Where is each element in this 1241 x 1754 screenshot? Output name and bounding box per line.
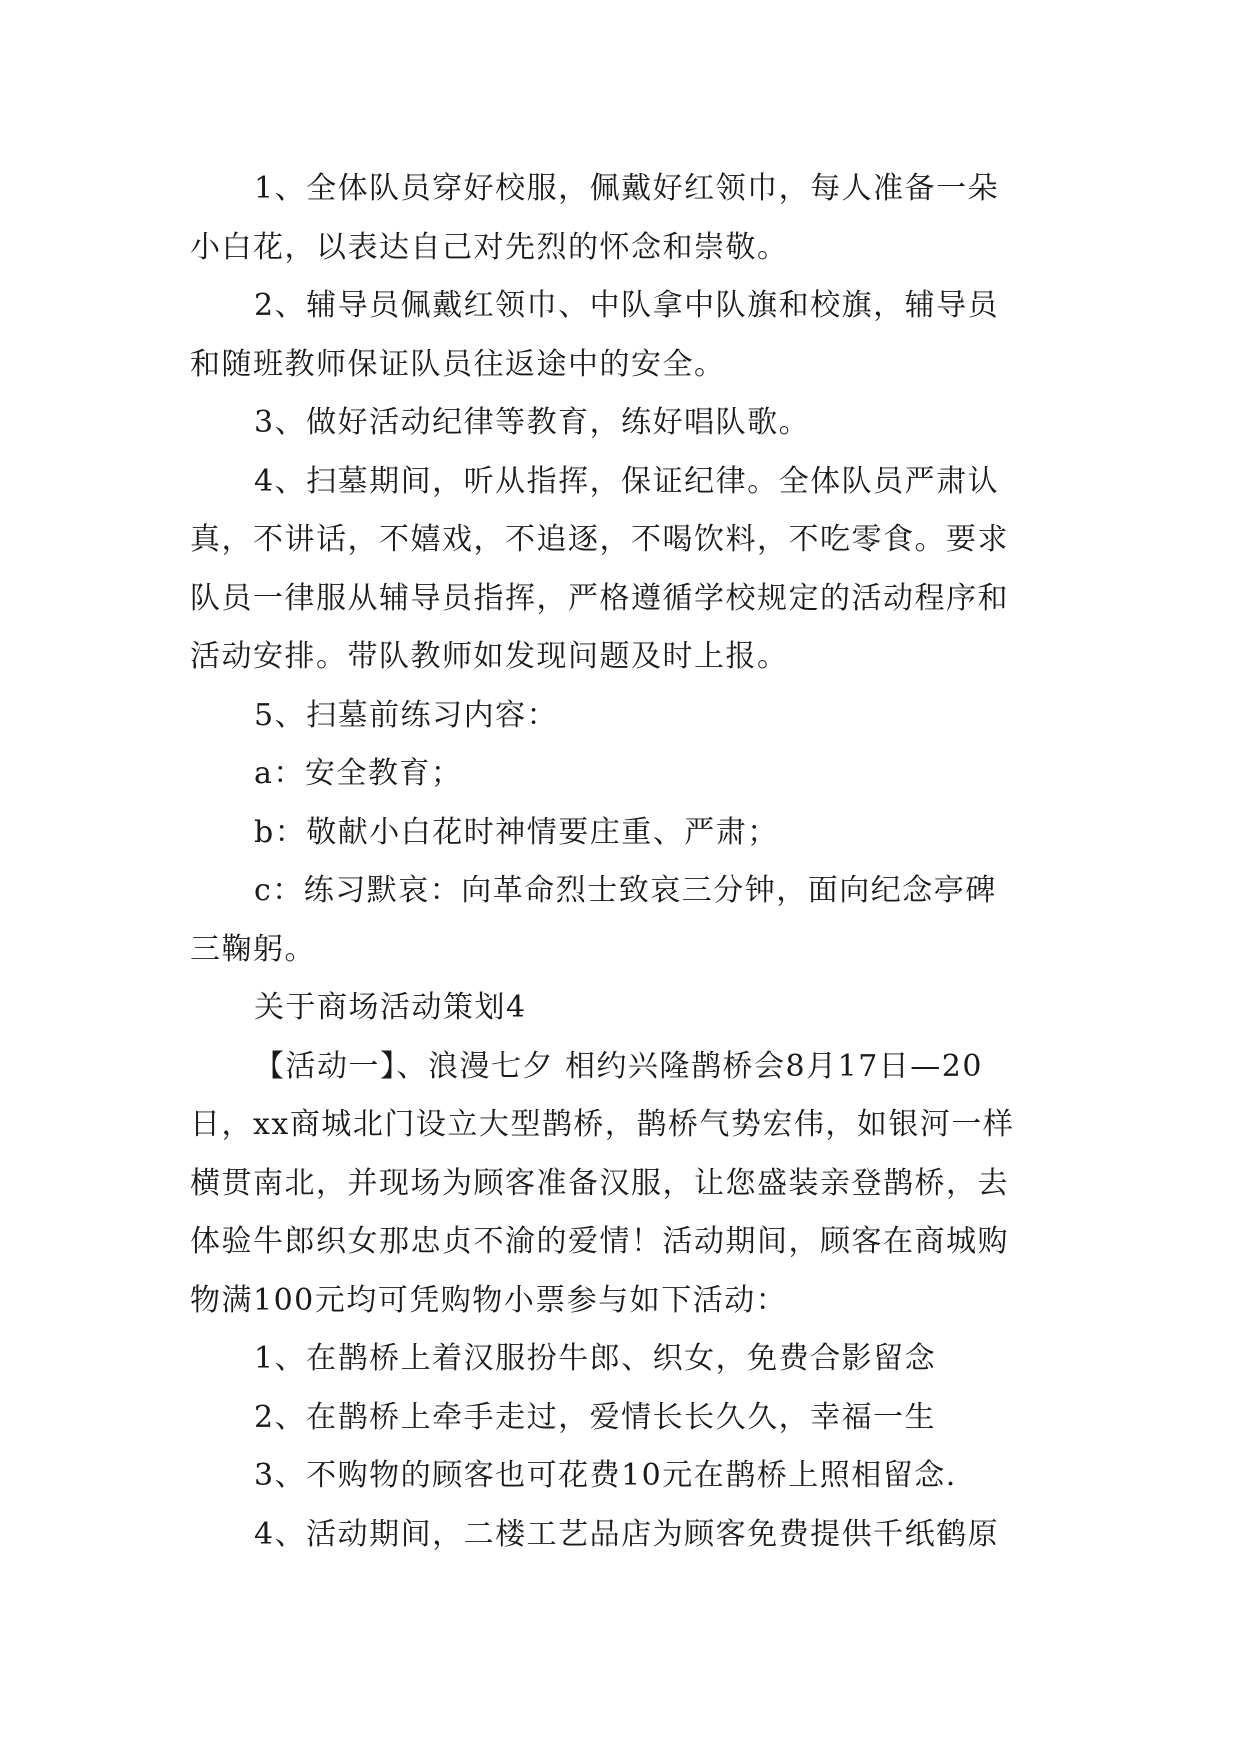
text-line: 和随班教师保证队员往返途中的安全。 [190,346,726,382]
text-line: 4、活动期间，二楼工艺品店为顾客免费提供千纸鹤原 [254,1516,1000,1552]
paragraph-prep-2 [190,277,1060,394]
paragraph-prep-3 [190,394,1060,453]
document-body [190,160,1060,1564]
text-line: 三鞠躬。 [190,931,316,967]
text-line: 【活动一】、浪漫七夕 相约兴隆鹊桥会8月17日—20 [254,1048,983,1084]
paragraph-item-c [190,862,1060,979]
text-line: 3、不购物的顾客也可花费10元在鹊桥上照相留念. [254,1458,957,1493]
text-line: 2、辅导员佩戴红领巾、中队拿中队旗和校旗，辅导员 [254,288,1000,323]
paragraph-item-b [190,804,1060,863]
paragraph-activity-item-2 [190,1389,1060,1448]
paragraph-activity-item-4 [190,1506,1060,1565]
text-line: 横贯南北，并现场为顾客准备汉服，让您盛装亲登鹊桥，去 [190,1165,1009,1201]
text-line: 3、做好活动纪律等教育，练好唱队歌。 [254,405,811,440]
paragraph-prep-1 [190,160,1060,277]
text-line: 队员一律服从辅导员指挥，严格遵循学校规定的活动程序和 [190,580,1009,616]
paragraph-activity-1 [190,1038,1060,1331]
text-line: 日，xx商城北门设立大型鹊桥，鹊桥气势宏伟，如银河一样 [190,1107,1015,1142]
text-line: 5、扫墓前练习内容： [254,697,559,733]
heading-text: 关于商场活动策划4 [254,990,527,1025]
text-line: 体验牛郎织女那忠贞不渝的爱情！活动期间，顾客在商城购 [190,1224,1009,1259]
text-line: 2、在鹊桥上牵手走过，爱情长长久久，幸福一生 [254,1399,937,1435]
text-line: 真，不讲话，不嬉戏，不追逐，不喝饮料，不吃零食。要求 [190,522,1009,557]
text-line: 活动安排。带队教师如发现问题及时上报。 [190,639,789,674]
paragraph-prep-5 [190,687,1060,746]
paragraph-activity-item-1 [190,1330,1060,1389]
text-line: 1、全体队员穿好校服，佩戴好红领巾，每人准备一朵 [254,171,1000,206]
section-heading [190,979,1060,1038]
text-line: 1、在鹊桥上着汉服扮牛郎、织女，免费合影留念 [254,1341,937,1376]
text-line: 4、扫墓期间，听从指挥，保证纪律。全体队员严肃认 [254,463,1000,499]
text-line: 物满100元均可凭购物小票参与如下活动： [190,1282,788,1318]
text-line: c：练习默哀：向革命烈士致哀三分钟，面向纪念亭碑 [254,873,997,908]
text-line: b：敬献小白花时神情要庄重、严肃； [254,814,779,850]
text-line: a：安全教育； [254,756,463,791]
paragraph-activity-item-3 [190,1447,1060,1506]
text-line: 小白花，以表达自己对先烈的怀念和崇敬。 [190,229,789,265]
paragraph-prep-4 [190,453,1060,687]
paragraph-item-a [190,745,1060,804]
